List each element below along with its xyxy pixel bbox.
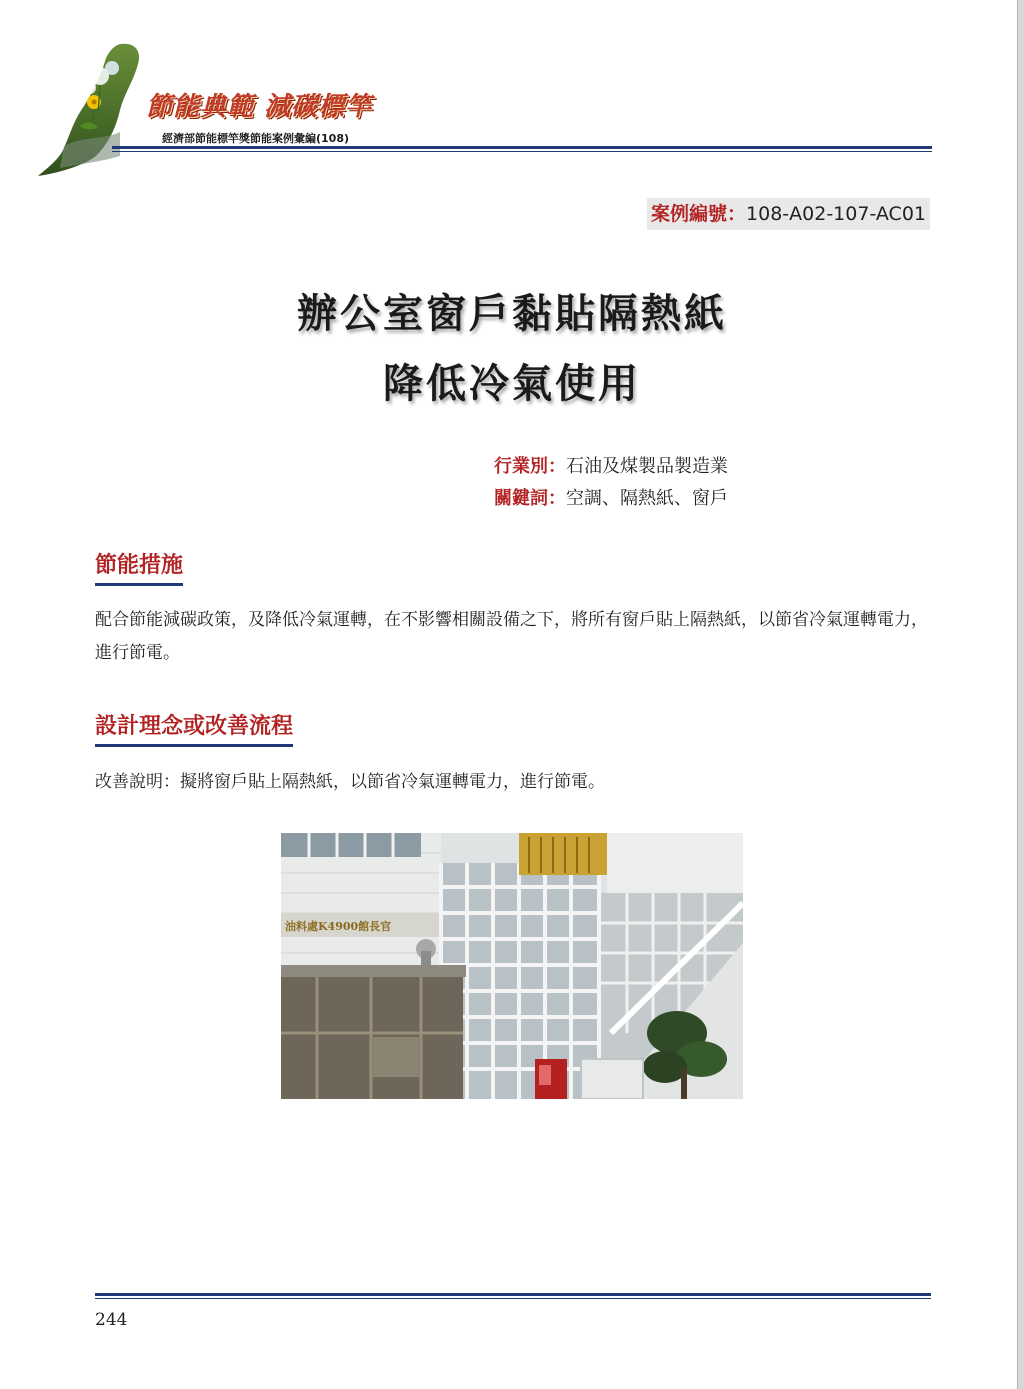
page-edge bbox=[1017, 0, 1024, 1389]
design-text: 改善說明：擬將窗戶貼上隔熱紙，以節省冷氣運轉電力，進行節電。 bbox=[95, 772, 605, 792]
keywords-value: 空調、隔熱紙、窗戶 bbox=[566, 488, 728, 509]
page-title-line2: 降低冷氣使用 bbox=[383, 361, 641, 407]
keywords-row bbox=[494, 484, 728, 510]
footer-rule-thin bbox=[95, 1298, 931, 1299]
industry-label: 行業別： bbox=[494, 456, 566, 477]
brand-subtitle: 經濟部節能標竿獎節能案例彙編(108) bbox=[162, 132, 350, 145]
building-photo bbox=[281, 833, 743, 1099]
brand-title: 節能典範 減碳標竿 bbox=[146, 92, 373, 122]
case-number-value: 108-A02-107-AC01 bbox=[746, 203, 926, 225]
building-sign-text: 油料處K4900館長官 bbox=[285, 920, 392, 933]
header-rule-thin bbox=[112, 151, 932, 152]
measures-text: 配合節能減碳政策，及降低冷氣運轉，在不影響相關設備之下，將所有窗戶貼上隔熱紙，以節省冷氣運轉電力，進行節電。 bbox=[95, 610, 928, 663]
measures-heading: 節能措施 bbox=[95, 548, 183, 586]
industry-row bbox=[494, 452, 728, 478]
design-heading: 設計理念或改善流程 bbox=[95, 709, 293, 747]
footer-rule bbox=[95, 1293, 931, 1296]
page-title-line1: 辦公室窗戶黏貼隔熱紙 bbox=[297, 291, 727, 337]
case-number bbox=[647, 198, 930, 230]
page-number: 244 bbox=[95, 1310, 128, 1330]
case-number-label: 案例編號： bbox=[651, 203, 747, 225]
header-rule bbox=[112, 146, 932, 149]
keywords-label: 關鍵詞： bbox=[494, 488, 566, 509]
industry-value: 石油及煤製品製造業 bbox=[566, 456, 728, 477]
